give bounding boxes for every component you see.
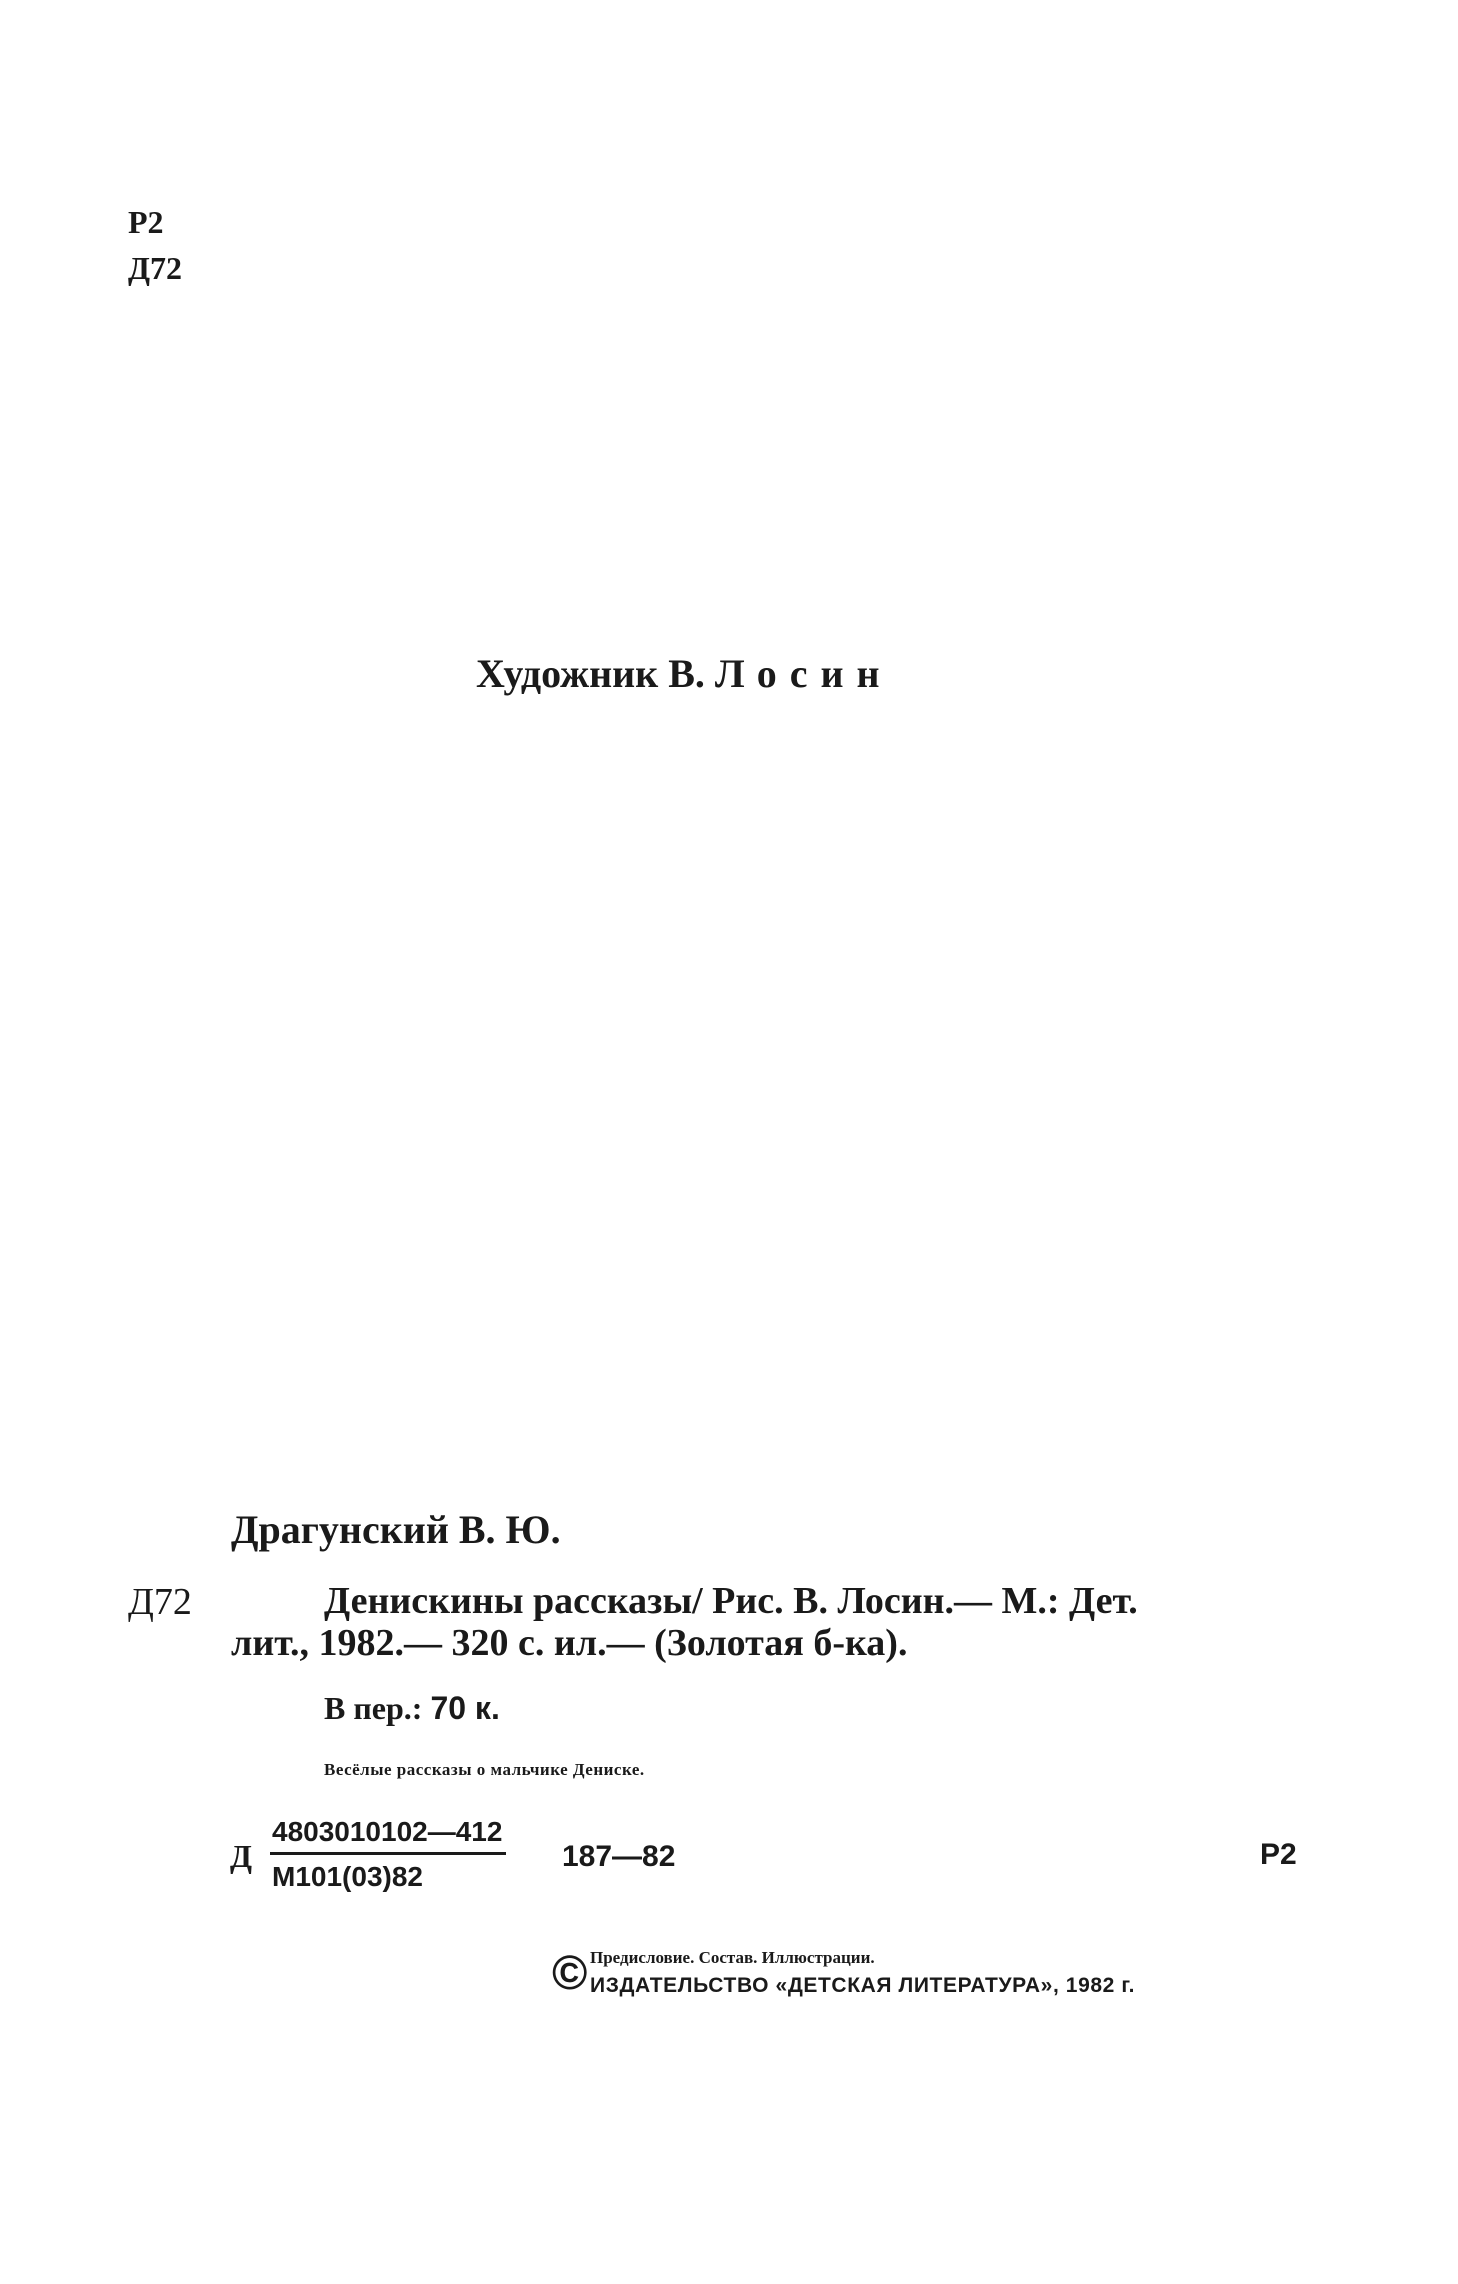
price-value: 70 к. <box>430 1690 500 1726</box>
catalog-description-line1: Денискины рассказы/ Рис. В. Лосин.— М.: Дет. <box>324 1580 1138 1622</box>
illustrator-credit <box>476 650 893 697</box>
code-fraction <box>270 1818 506 1891</box>
illustrator-name: Лосин <box>714 651 893 696</box>
code-prefix: Д <box>230 1838 253 1874</box>
code-numerator: 4803010102—412 <box>270 1818 506 1855</box>
author-mark: Д72 <box>128 250 183 286</box>
price-label: В пер.: <box>324 1690 423 1726</box>
annotation: Весёлые рассказы о мальчике Дениске. <box>324 1760 645 1779</box>
catalog-author-mark: Д72 <box>128 1581 192 1623</box>
copyright-icon: © <box>552 1947 588 2000</box>
copyright-line1: Предисловие. Состав. Иллюстрации. <box>590 1948 875 1967</box>
illustrator-prefix: Художник В. <box>476 651 705 696</box>
catalog-author: Драгунский В. Ю. <box>231 1507 561 1552</box>
bbk-code: Р2 <box>1260 1838 1297 1871</box>
classification-code: Р2 <box>128 204 164 240</box>
catalog-description-line2: лит., 1982.— 320 с. ил.— (Золотая б-ка). <box>231 1622 908 1664</box>
code-denominator: М101(03)82 <box>272 1861 423 1892</box>
copyright-line2: ИЗДАТЕЛЬСТВО «ДЕТСКАЯ ЛИТЕРАТУРА», 1982 г. <box>590 1974 1136 1997</box>
code-suffix: 187—82 <box>562 1840 676 1873</box>
price <box>324 1690 500 1727</box>
